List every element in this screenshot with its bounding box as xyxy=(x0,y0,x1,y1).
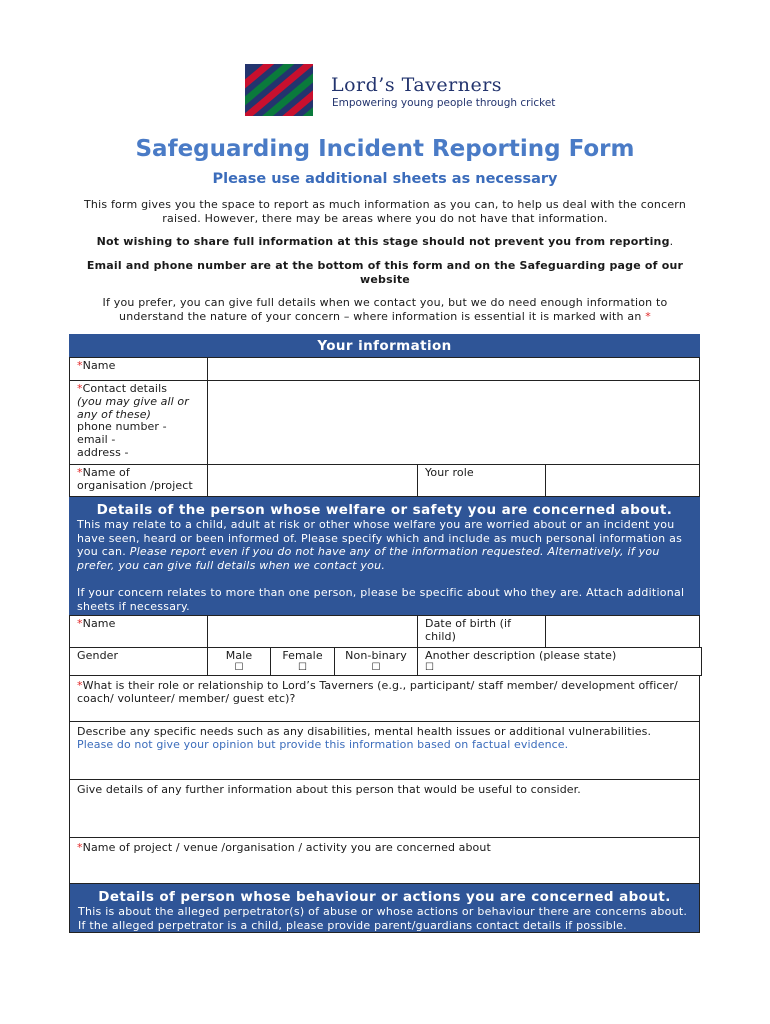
another-description-label: Another description (please state) xyxy=(425,649,617,662)
lords-taverners-logo xyxy=(245,64,556,116)
gender-option-non-binary[interactable] xyxy=(334,647,418,676)
specific-needs-guidance: Please do not give your opinion but provide this information based on factual evidence. xyxy=(77,737,569,751)
your-information-header xyxy=(69,334,700,357)
your-role-label: Your role xyxy=(417,464,546,497)
further-information-question: Give details of any further information about this person that would be useful to consider. xyxy=(77,783,581,796)
contact-location-note: Email and phone number are at the bottom of this form and on the Safeguarding page of our website xyxy=(86,259,684,286)
person-details-text: This may relate to a child, adult at risk or other whose welfare you are worried about or an incident you have seen, heard or been informed of. Please specify which and include as much personal information as you can. xyxy=(77,518,683,558)
gender-label: Gender xyxy=(69,647,208,676)
project-venue-question: Name of project / venue /organisation / activity you are concerned about xyxy=(82,841,491,854)
gender-option-other[interactable] xyxy=(417,647,702,676)
contact-details-label xyxy=(69,380,208,465)
your-role-field[interactable] xyxy=(545,464,700,497)
organisation-field[interactable] xyxy=(207,464,418,497)
person-name-label xyxy=(69,615,208,648)
non-binary-checkbox[interactable]: ☐ xyxy=(371,661,381,673)
required-info-text: If you prefer, you can give full details when we contact you, but we do need enough information to understand the nature of your concern – where information is essential it is marked with an xyxy=(102,296,668,323)
required-star: * xyxy=(77,466,83,479)
address-label: address - xyxy=(77,445,129,459)
person-details-description xyxy=(69,518,700,572)
your-information-heading: Your information xyxy=(317,338,452,354)
date-of-birth-field[interactable] xyxy=(545,615,700,648)
logo-tagline: Empowering young people through cricket xyxy=(332,97,556,109)
striped-logo-mark xyxy=(245,64,313,116)
date-of-birth-label: Date of birth (if child) xyxy=(417,615,546,648)
specific-needs-question: Describe any specific needs such as any disabilities, mental health issues or additional vulnerabilities. xyxy=(77,725,652,738)
contact-details-label-text: Contact details xyxy=(82,382,168,395)
non-binary-label: Non-binary xyxy=(345,649,407,662)
intro-bold-note xyxy=(70,235,700,249)
page-subtitle: Please use additional sheets as necessary xyxy=(212,171,558,187)
contact-details-field[interactable] xyxy=(207,380,700,465)
gender-option-male[interactable] xyxy=(207,647,271,676)
person-multiple-note: If your concern relates to more than one person, please be specific about who they are. Attach additional sheets if necessary. xyxy=(77,586,685,613)
project-venue-field[interactable] xyxy=(69,837,700,884)
required-star: * xyxy=(77,841,83,854)
organisation-label xyxy=(69,464,208,497)
intro-bold-end: . xyxy=(669,235,674,248)
required-star: * xyxy=(77,617,83,630)
required-star: * xyxy=(645,309,651,323)
perpetrator-details-heading: Details of person whose behaviour or actions you are concerned about. xyxy=(98,889,671,905)
role-relationship-field[interactable] xyxy=(69,675,700,722)
your-name-field[interactable] xyxy=(207,357,700,381)
person-details-heading: Details of the person whose welfare or safety you are concerned about. xyxy=(96,502,673,518)
female-label: Female xyxy=(282,649,323,662)
logo-name: Lord’s Taverners xyxy=(331,74,503,96)
phone-number-label: phone number - xyxy=(77,420,167,434)
contact-details-note: (you may give all or any of these) xyxy=(77,394,189,421)
page-title: Safeguarding Incident Reporting Form xyxy=(135,136,635,162)
person-name-field[interactable] xyxy=(207,615,418,648)
your-name-label xyxy=(69,357,208,381)
further-information-field[interactable] xyxy=(69,779,700,838)
gender-option-female[interactable] xyxy=(270,647,335,676)
female-checkbox[interactable]: ☐ xyxy=(297,661,308,673)
required-star: * xyxy=(77,382,83,395)
perpetrator-details-header xyxy=(69,883,700,933)
another-description-checkbox[interactable]: ☐ xyxy=(425,661,435,673)
your-name-label-text: Name xyxy=(82,359,116,372)
perpetrator-details-description: This is about the alleged perpetrator(s) of abuse or whose actions or behaviour there are concerns about. If the alleged perpetrator is a child, please provide parent/guardians contact details if possible. xyxy=(78,905,688,932)
required-star: * xyxy=(77,679,83,692)
intro-paragraph: This form gives you the space to report as much information as you can, to help us deal with the concern raised. However, there may be areas where you do not have that information. xyxy=(83,198,686,225)
role-relationship-question: What is their role or relationship to Lord’s Taverners (e.g., participant/ staff member/ development officer/ coach/ volunteer/ member/ guest etc)? xyxy=(77,679,678,705)
required-star: * xyxy=(77,359,83,372)
email-label: email - xyxy=(77,433,116,447)
specific-needs-field[interactable] xyxy=(69,721,700,780)
male-label: Male xyxy=(225,649,253,662)
person-details-header xyxy=(69,497,700,615)
organisation-label-text: Name of organisation /project xyxy=(77,466,193,492)
required-info-note xyxy=(70,296,700,323)
person-name-label-text: Name xyxy=(82,617,116,630)
person-details-italic: Please report even if you do not have any of the information requested. Alternatively, if you prefer, you can give full details when we contact you. xyxy=(77,545,660,572)
intro-bold-text: Not wishing to share full information at this stage should not prevent you from reporting xyxy=(96,235,670,248)
male-checkbox[interactable]: ☐ xyxy=(234,661,244,673)
